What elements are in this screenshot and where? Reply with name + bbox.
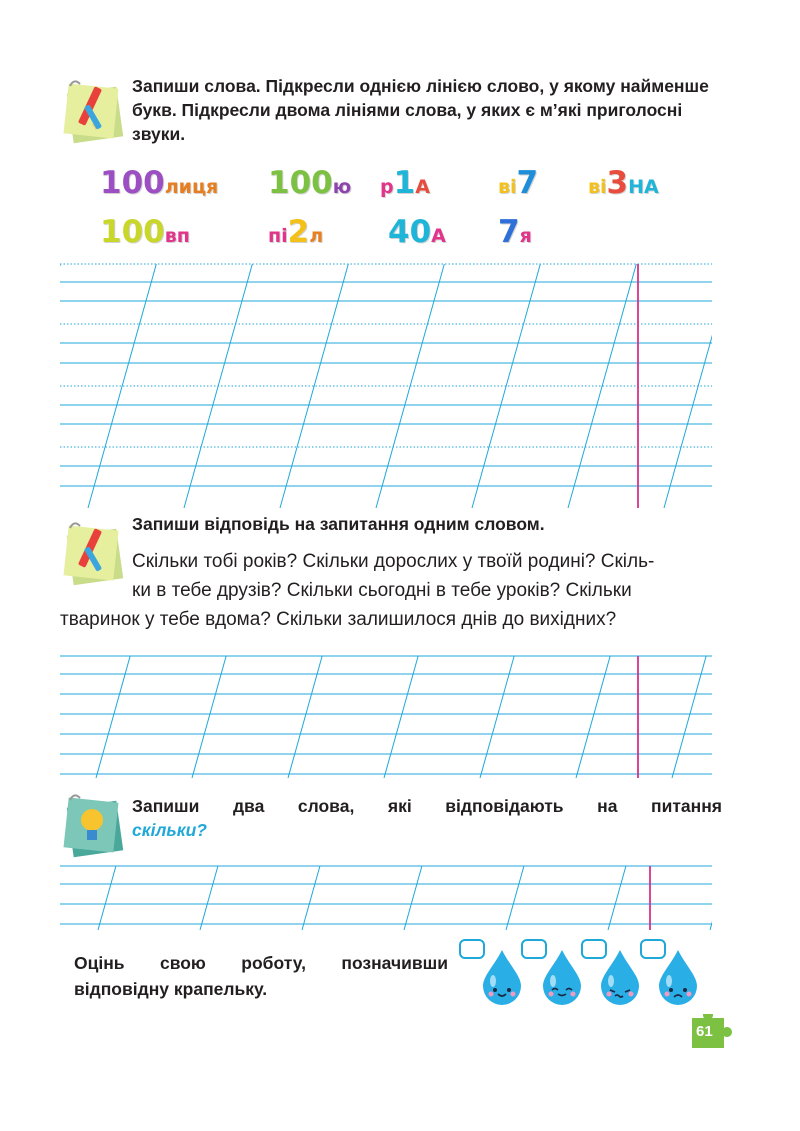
- puzzle-word-part: р: [380, 176, 394, 198]
- assessment-line2: відповідну крапельку.: [74, 979, 268, 999]
- puzzle-word-part: 7: [516, 165, 539, 201]
- puzzle-word-part: л: [309, 225, 324, 247]
- puzzle-word: [268, 214, 324, 250]
- slant-guide-line: [608, 866, 626, 930]
- puzzle-word-part: я: [519, 225, 532, 247]
- puzzle-word-part: 7: [498, 214, 520, 250]
- task3-instruction: [132, 794, 722, 842]
- puzzle-word: [388, 214, 446, 250]
- task1-instruction: Запиши слова. Підкресли однією лінією слово, у якому найменше букв. Підкресли двома лініями слова, у яких є м’які приголосні звуки.: [132, 76, 709, 144]
- puzzle-word-part: А: [431, 225, 446, 247]
- puzzle-word-part: 100: [100, 214, 165, 250]
- puzzle-word-part: НА: [628, 176, 659, 198]
- slant-guide-line: [302, 866, 320, 930]
- puzzle-word: [268, 165, 352, 201]
- unsure-drop-icon[interactable]: [598, 948, 642, 1006]
- slant-guide-line: [0, 656, 34, 778]
- slant-guide-line: [710, 866, 728, 930]
- slant-guide-line: [760, 264, 800, 508]
- pencil-note-icon: [60, 78, 126, 153]
- puzzle-word-part: пі: [268, 225, 288, 247]
- puzzle-word-part: 1: [393, 165, 416, 201]
- task3-instruction-main: Запиши два слова, які відповідають на питання: [132, 796, 722, 816]
- slant-guide-line: [98, 866, 116, 930]
- puzzle-word: [498, 214, 532, 250]
- puzzle-word: [100, 165, 219, 201]
- task3-instruction-italic: скільки?: [132, 820, 207, 840]
- task2-text-line3: тваринок у тебе вдома? Скільки залишилося днів до вихідних?: [60, 609, 617, 630]
- task2-instruction: Запиши відповідь на запитання одним словом.: [132, 514, 545, 534]
- puzzle-word-part: 2: [287, 214, 310, 250]
- assessment-line1: Оцінь свою роботу, позначивши: [74, 953, 448, 973]
- writing-lines-task2[interactable]: [0, 652, 800, 782]
- writing-lines-task1[interactable]: [0, 260, 800, 510]
- slant-guide-line: [200, 866, 218, 930]
- happy-drop-icon[interactable]: [480, 948, 524, 1006]
- puzzle-word-part: 100: [100, 165, 165, 201]
- puzzle-word-part: вп: [164, 225, 190, 247]
- slant-guide-line: [0, 264, 60, 508]
- puzzle-word: [100, 214, 190, 250]
- puzzle-word-part: 40: [388, 214, 432, 250]
- sad-drop-icon[interactable]: [656, 948, 700, 1006]
- puzzle-word-part: А: [415, 176, 430, 198]
- puzzle-word-part: ві: [588, 176, 607, 198]
- puzzle-word-part: ю: [332, 176, 352, 198]
- slant-guide-line: [506, 866, 524, 930]
- puzzle-word: [380, 165, 430, 201]
- page-number: 61: [696, 1023, 713, 1040]
- writing-lines-task3[interactable]: [0, 862, 800, 937]
- puzzle-word: [498, 165, 539, 201]
- puzzle-piece-icon: [690, 1014, 734, 1055]
- puzzle-word-part: 3: [606, 165, 629, 201]
- self-assessment-text: [74, 950, 448, 1002]
- pencil-note-icon: [60, 520, 126, 595]
- content-drop-icon[interactable]: [540, 948, 584, 1006]
- lightbulb-note-icon: [60, 792, 126, 867]
- slant-guide-line: [404, 866, 422, 930]
- slant-guide-line: [768, 656, 800, 778]
- puzzle-word-part: ві: [498, 176, 517, 198]
- puzzle-word-part: 100: [268, 165, 333, 201]
- puzzle-word-part: лиця: [164, 176, 219, 198]
- task2-text-line1: Скільки тобі років? Скільки дорослих у твоїй родині? Скіль-: [132, 551, 655, 572]
- puzzle-word: [588, 165, 659, 201]
- task2-text-line2: ки в тебе друзів? Скільки сьогодні в тебе уроків? Скільки: [132, 580, 632, 601]
- slant-guide-line: [0, 866, 14, 930]
